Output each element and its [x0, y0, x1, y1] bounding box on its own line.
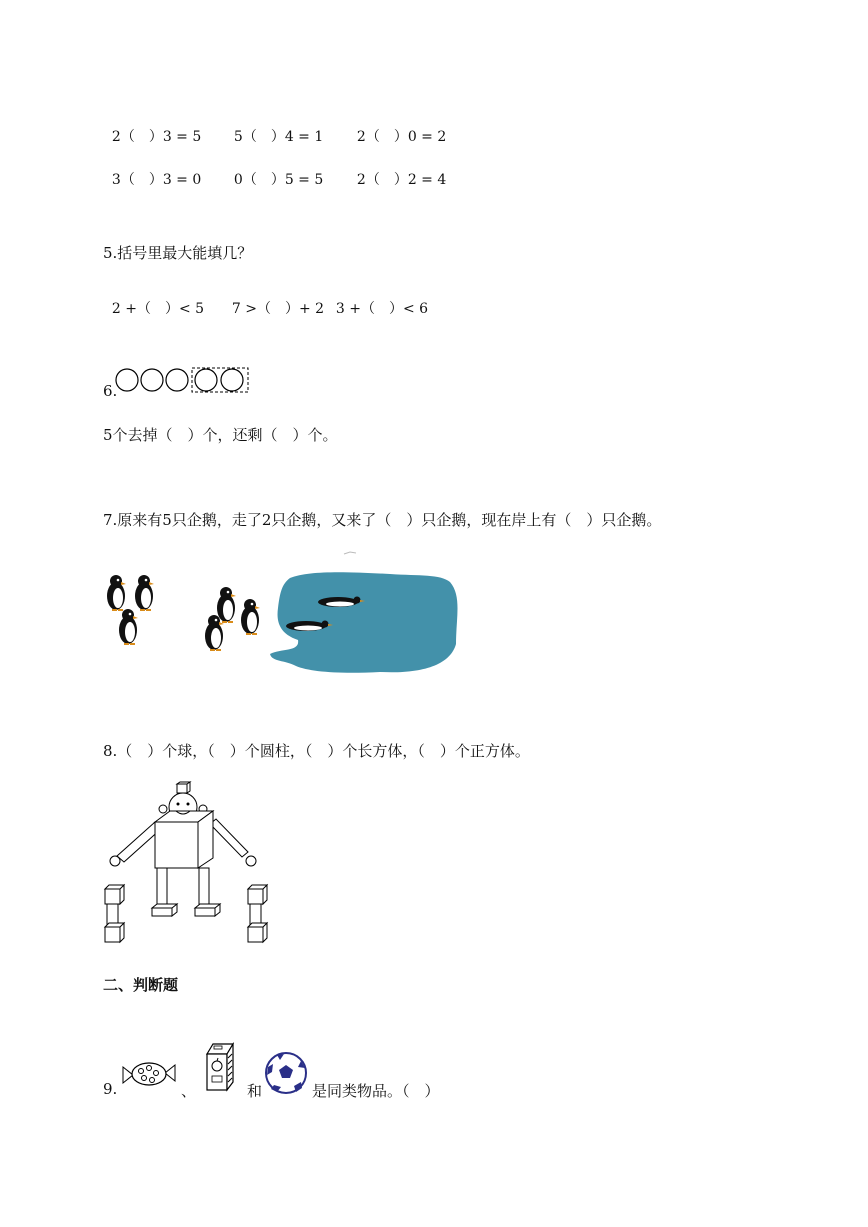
section-title: 二、判断题 [103, 976, 179, 994]
q8-text: 8.（ ）个球，（ ）个圆柱，（ ）个长方体，（ ）个正方体。 [103, 742, 530, 760]
robot-figure [100, 782, 280, 947]
equation: 3（ ）3 = 0 [111, 172, 202, 188]
penguin-icon [241, 599, 260, 634]
ear-left [159, 805, 167, 813]
hand-ball-right [246, 856, 256, 866]
circle-4 [195, 369, 217, 391]
cube-right-bottom [248, 927, 263, 942]
leg-right [199, 868, 209, 908]
circle-1 [116, 369, 138, 391]
q5-items [103, 282, 428, 318]
arm-right [210, 819, 248, 857]
q4-row-2 [103, 153, 446, 189]
milk-carton-icon [203, 1040, 237, 1092]
q6-number: 6. [103, 382, 118, 400]
cube-left-top [105, 889, 120, 904]
penguin-group-left [107, 575, 154, 644]
robot-eye [187, 803, 190, 806]
separator: 和 [247, 1082, 263, 1100]
hand-ball-left [110, 856, 120, 866]
cube-left-bottom [105, 927, 120, 942]
circle-5 [221, 369, 243, 391]
q6-circles-figure [114, 368, 254, 396]
penguin-icon [119, 609, 138, 644]
robot-eye [177, 803, 180, 806]
equation: 2（ ）2 = 4 [356, 172, 447, 188]
foot-right [195, 908, 215, 916]
separator: 、 [181, 1082, 197, 1100]
penguin-icon [217, 587, 236, 622]
circle-3 [166, 369, 188, 391]
soccer-ball-icon [264, 1051, 308, 1095]
foot-left [152, 908, 172, 916]
inequality: 2 +（ ）< 5 [111, 301, 205, 317]
q9-text: 是同类物品。（ ） [312, 1082, 440, 1100]
q4-row-1 [103, 110, 446, 146]
penguin-icon [205, 615, 224, 650]
circle-2 [141, 369, 163, 391]
q6-text: 5个去掉（ ）个，还剩（ ）个。 [103, 426, 338, 444]
penguin-picture [100, 548, 470, 683]
splash-mark [344, 552, 356, 554]
candy-icon [121, 1055, 177, 1091]
q7-text: 7.原来有5只企鹅，走了2只企鹅，又来了（ ）只企鹅，现在岸上有（ ）只企鹅。 [103, 511, 662, 529]
equation: 5（ ）4 = 1 [233, 129, 324, 145]
leg-left [157, 868, 167, 908]
inequality: 7 >（ ）+ 2 [231, 301, 325, 317]
antenna-cube [177, 784, 187, 793]
body-cube-front [155, 822, 198, 868]
q5-title: 5.括号里最大能填几？ [103, 244, 253, 262]
q9-number: 9. [103, 1080, 118, 1098]
equation: 2（ ）0 = 2 [356, 129, 447, 145]
penguin-icon [135, 575, 154, 610]
penguin-icon [107, 575, 126, 610]
equation: 0（ ）5 = 5 [233, 172, 324, 188]
penguin-group-middle [205, 587, 260, 650]
cube-right-top [248, 889, 263, 904]
equation: 2（ ）3 = 5 [111, 129, 202, 145]
inequality: 3 +（ ）< 6 [335, 301, 429, 317]
